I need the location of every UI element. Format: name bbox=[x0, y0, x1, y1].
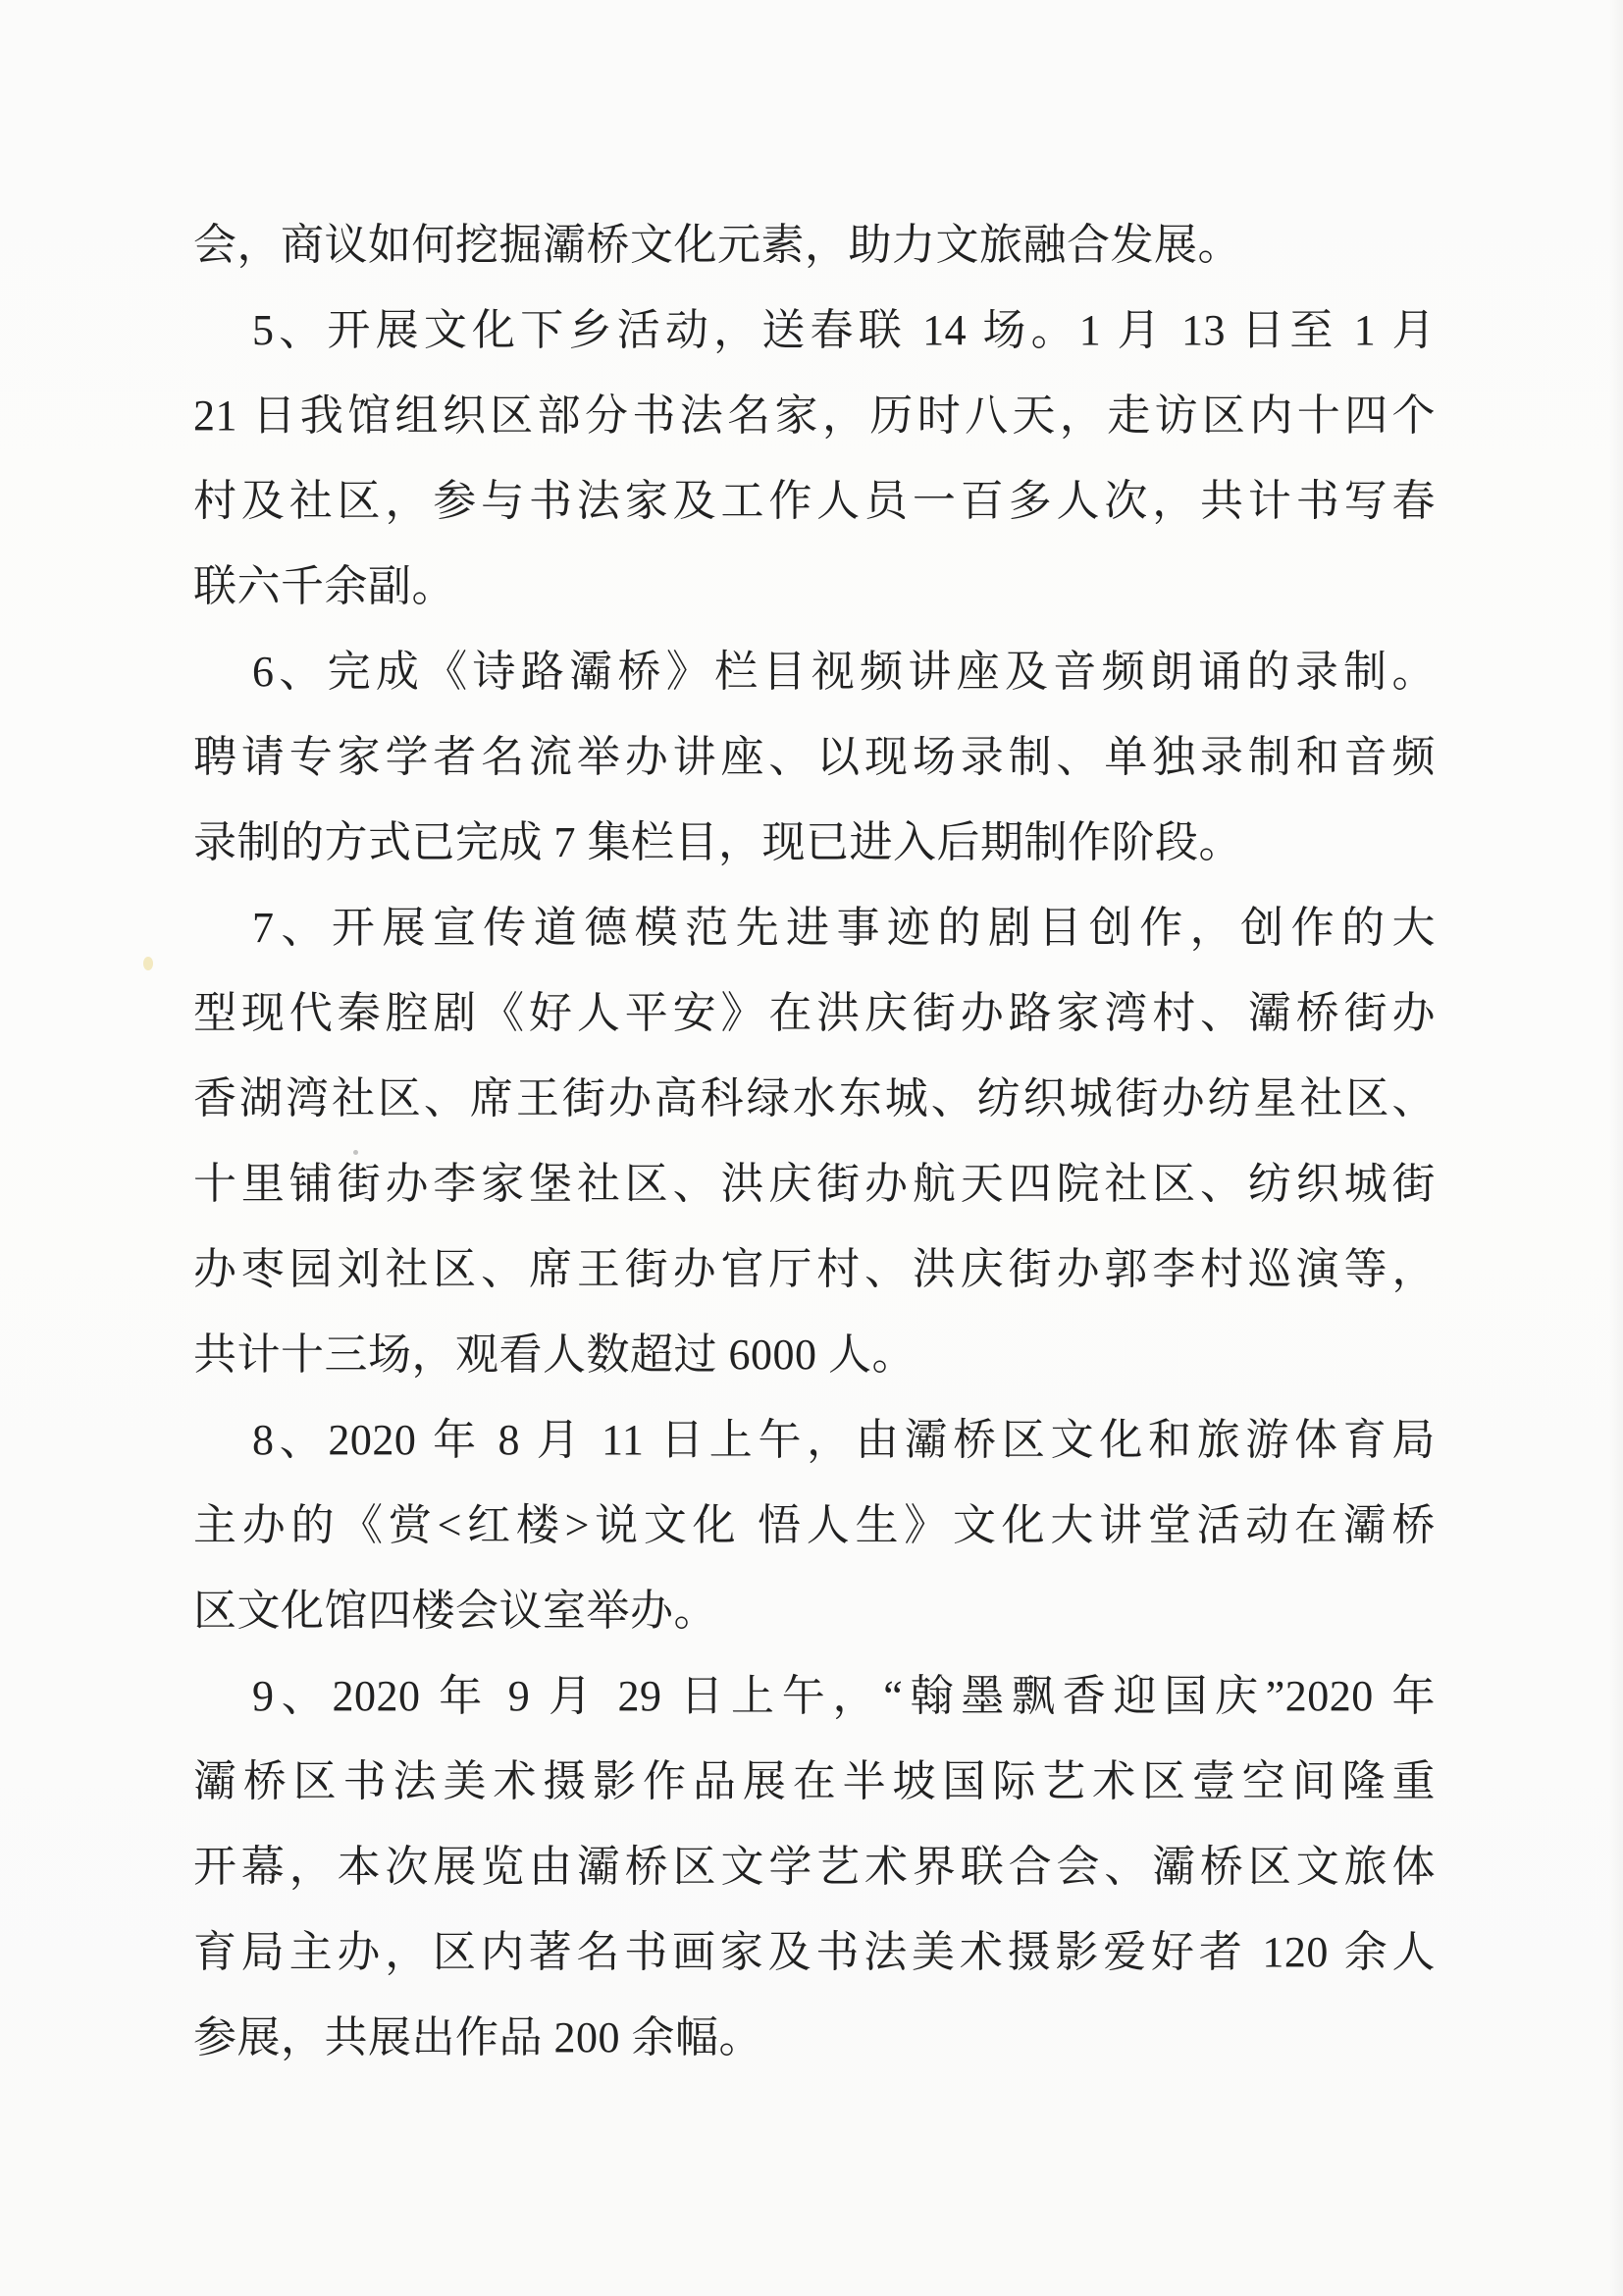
text-line: 5、开展文化下乡活动，送春联 14 场。1 月 13 日至 1 月 bbox=[252, 306, 1436, 354]
text-line: 联六千余副。 bbox=[193, 562, 455, 610]
scan-artifact-speck bbox=[143, 957, 153, 970]
text-line: 8、2020 年 8 月 11 日上午，由灞桥区文化和旅游体育局 bbox=[252, 1416, 1436, 1464]
text-line: 7、开展宣传道德模范先进事迹的剧目创作，创作的大 bbox=[252, 904, 1436, 952]
text-line: 聘请专家学者名流举办讲座、以现场录制、单独录制和音频 bbox=[193, 733, 1436, 781]
text-line: 主办的《赏<红楼>说文化 悟人生》文化大讲堂活动在灞桥 bbox=[193, 1501, 1436, 1549]
text-line: 育局主办，区内著名书画家及书法美术摄影爱好者 120 余人 bbox=[193, 1928, 1436, 1976]
text-line: 会，商议如何挖掘灞桥文化元素，助力文旅融合发展。 bbox=[193, 221, 1241, 269]
text-line: 村及社区，参与书法家及工作人员一百多人次，共计书写春 bbox=[193, 477, 1436, 525]
scan-artifact-speck bbox=[353, 1150, 358, 1155]
document-text bbox=[193, 202, 1436, 2080]
text-line: 21 日我馆组织区部分书法名家，历时八天，走访区内十四个 bbox=[193, 391, 1436, 440]
text-line: 9、2020 年 9 月 29 日上午，“翰墨飘香迎国庆”2020 年 bbox=[252, 1672, 1436, 1720]
text-line: 开幕，本次展览由灞桥区文学艺术界联合会、灞桥区文旅体 bbox=[193, 1843, 1436, 1891]
text-line: 6、完成《诗路灞桥》栏目视频讲座及音频朗诵的录制。 bbox=[252, 648, 1436, 696]
text-line: 办枣园刘社区、席王街办官厅村、洪庆街办郭李村巡演等， bbox=[193, 1245, 1436, 1293]
text-line: 录制的方式已完成 7 集栏目，现已进入后期制作阶段。 bbox=[193, 818, 1242, 866]
scan-edge-shadow bbox=[1609, 0, 1623, 2296]
text-line: 香湖湾社区、席王街办高科绿水东城、纺织城街办纺星社区、 bbox=[193, 1074, 1436, 1122]
text-line: 型现代秦腔剧《好人平安》在洪庆街办路家湾村、灞桥街办 bbox=[193, 989, 1436, 1037]
text-line: 共计十三场，观看人数超过 6000 人。 bbox=[193, 1331, 916, 1379]
text-line: 区文化馆四楼会议室举办。 bbox=[193, 1587, 717, 1635]
text-line: 参展，共展出作品 200 余幅。 bbox=[193, 2013, 762, 2061]
text-line: 十里铺街办李家堡社区、洪庆街办航天四院社区、纺织城街 bbox=[193, 1160, 1436, 1208]
text-line: 灞桥区书法美术摄影作品展在半坡国际艺术区壹空间隆重 bbox=[193, 1757, 1436, 1805]
